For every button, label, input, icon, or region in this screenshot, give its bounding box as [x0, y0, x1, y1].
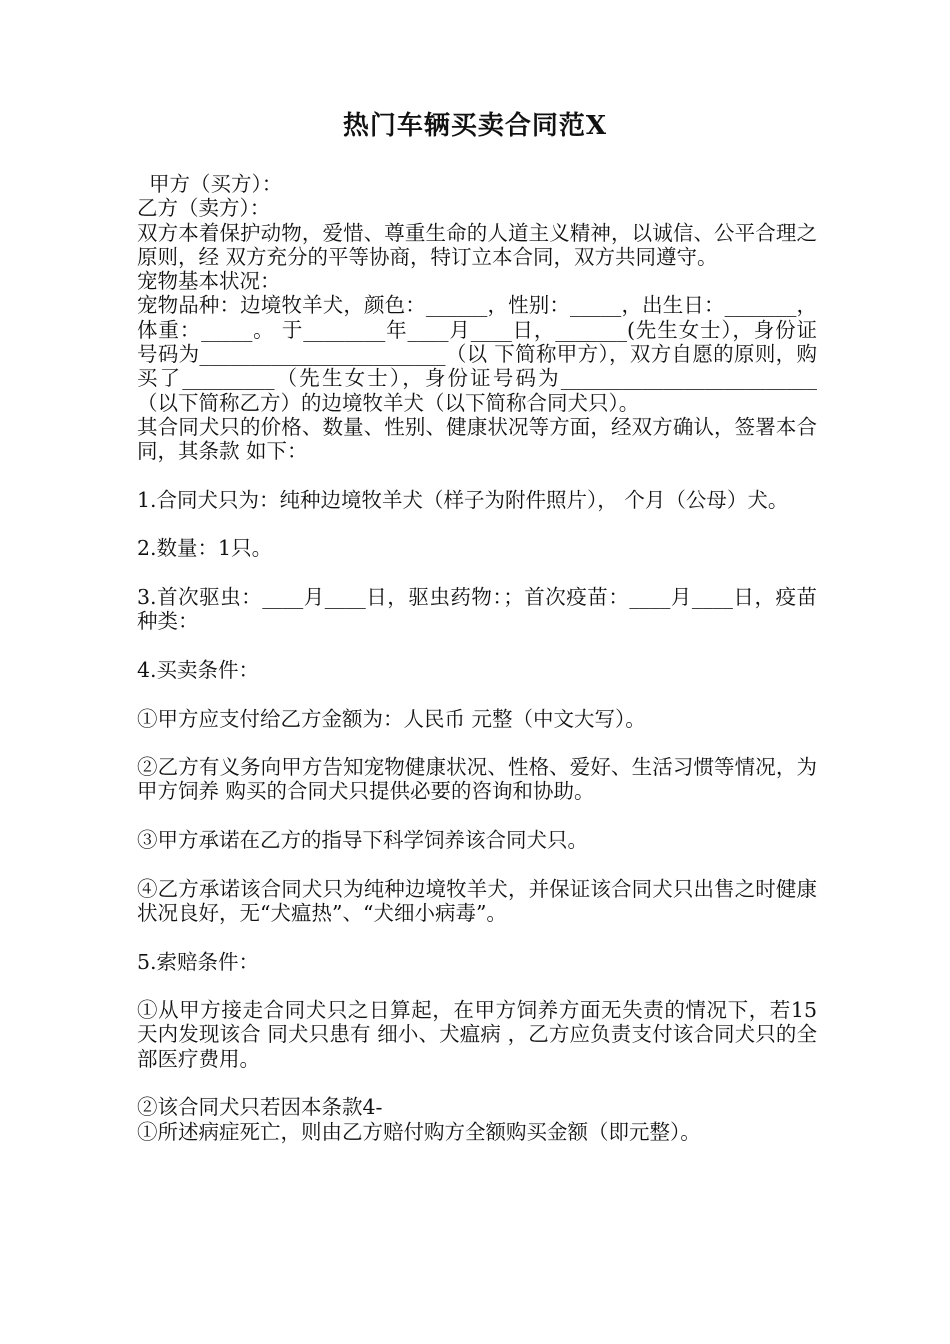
paragraph-spacer [137, 925, 817, 949]
document-paragraph: 其合同犬只的价格、数量、性别、健康状况等方面，经双方确认，签署本合同，其条款 如下： [137, 414, 817, 464]
document-paragraph: 乙方（卖方）： [137, 196, 271, 221]
paragraph-spacer [137, 682, 817, 706]
paragraph-spacer [137, 974, 817, 998]
document-paragraph: ①从甲方接走合同犬只之日算起，在甲方饲养方面无失责的情况下，若15天内发现该合 同犬只患有 细小、犬瘟病 ，乙方应负责支付该合同犬只的全部医疗费用。 [137, 998, 817, 1071]
document-paragraph: 3.首次驱虫：____月____日，驱虫药物：；首次疫苗：____月____日，疫苗种类： [137, 585, 817, 634]
document-paragraph: ①甲方应支付给乙方金额为：人民币 元整（中文大写）。 [137, 706, 646, 731]
document-paragraph: 2.数量：1只。 [137, 536, 273, 561]
document-paragraph: 1.合同犬只为：纯种边境牧羊犬（样子为附件照片）， 个月（公母）犬。 [137, 487, 789, 512]
document-paragraph: 宠物品种：边境牧羊犬，颜色：______，性别：_____，出生日：_______，体重：_____。 于________年____月____日，_______(先生女士），身份证号码为________________________（以 下简称甲方），双方自愿的原则，购买了_________（先生女士），身份证号码为_________________________（以下简称乙方）的边境牧羊犬（以下简称合同犬只）。 [137, 293, 817, 415]
paragraph-spacer [137, 464, 817, 488]
document-paragraph: 宠物基本状况： [137, 269, 281, 294]
paragraph-spacer [137, 852, 817, 876]
document-paragraph: 4.买卖条件： [137, 657, 260, 682]
paragraph-spacer [137, 561, 817, 585]
paragraph-spacer [137, 731, 817, 755]
paragraph-spacer [137, 634, 817, 658]
document-paragraph: ③甲方承诺在乙方的指导下科学饲养该合同犬只。 [137, 828, 588, 853]
document-paragraph: 双方本着保护动物，爱惜、尊重生命的人道主义精神，以诚信、公平合理之原则，经 双方充分的平等协商，特订立本合同，双方共同遵守。 [137, 220, 817, 269]
document-paragraph: ④乙方承诺该合同犬只为纯种边境牧羊犬，并保证该合同犬只出售之时健康状况良好，无“犬瘟热”、“犬细小病毒”。 [137, 876, 817, 925]
document-body [137, 172, 817, 1144]
document-paragraph: ②乙方有义务向甲方告知宠物健康状况、性格、爱好、生活习惯等情况，为甲方饲养 购买的合同犬只提供必要的咨询和协助。 [137, 755, 817, 804]
paragraph-spacer [137, 1071, 817, 1095]
document-title: 热门车辆买卖合同范X [342, 111, 608, 141]
document-paragraph: 5.索赔条件： [137, 949, 260, 974]
paragraph-spacer [137, 512, 817, 536]
document-paragraph: ①所述病症死亡，则由乙方赔付购方全额购买金额（即元整）。 [137, 1119, 701, 1144]
paragraph-spacer [137, 804, 817, 828]
document-paragraph: ②该合同犬只若因本条款4- [137, 1095, 383, 1120]
document-paragraph: 甲方（买方）： [149, 172, 283, 196]
